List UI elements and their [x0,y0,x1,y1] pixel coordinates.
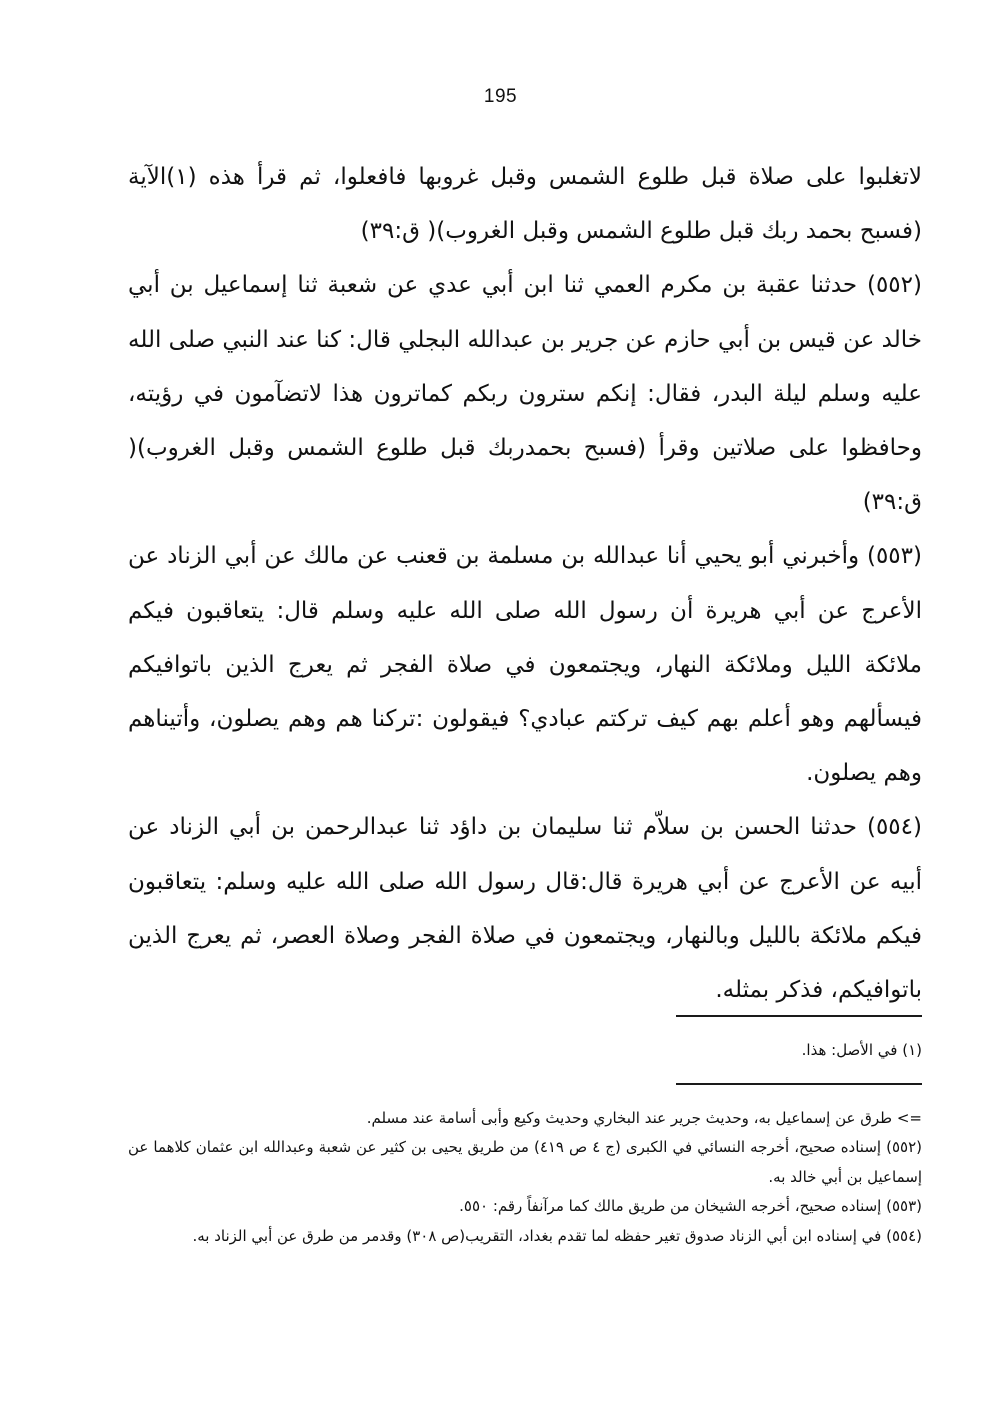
footnote-553: (٥٥٣) إسناده صحيح، أخرجه الشيخان من طريق مالك كما مرآنفاً رقم: ٥٥٠. [459,1197,922,1216]
paragraph-552: (٥٥٢) حدثنا عقبة بن مكرم العمي ثنا ابن أبي عدي عن شعبة ثنا إسماعيل بن أبي خالد عن قيس بن أبي حازم عن جرير بن عبدالله البجلي قال: كنا عند النبي صلى الله عليه وسلم ليلة البدر، فقال: إنكم سترون ربكم كماترون هذا لاتضآمون في رؤيته، وحافظوا على صلاتين وقرأ (فسبح بحمدربك قبل طلوع الشمس وقبل الغروب)( ق:٣٩) [128,272,922,516]
paragraph-553: (٥٥٣) وأخبرني أبو يحيي أنا عبدالله بن مسلمة بن قعنب عن مالك عن أبي الزناد عن الأعرج عن أبي هريرة أن رسول الله صلى الله عليه وسلم قال: يتعاقبون فيكم ملائكة الليل وملائكة النهار، ويجتمعون في صلاة الفجر ثم يعرج الذين باتوافيكم فيسألهم وهو أعلم بهم كيف تركتم عبادي؟ فيقولون :تركنا هم وهم يصلون، وأتيناهم وهم يصلون. [128,543,922,787]
main-text [128,150,922,1017]
footnote-continuation: => طرق عن إسماعيل به، وحديث جرير عند البخاري وحديث وكيع وأبى أسامة عند مسلم. [366,1109,922,1127]
margin-note: (١) في الأصل: هذا. [801,1041,922,1059]
footnote-554: (٥٥٤) في إسناده ابن أبي الزناد صدوق تغير حفظه لما تقدم بغداد، التقريب(ص ٣٠٨) وقدمر من طرق عن أبي الزناد به. [192,1226,922,1245]
paragraph-554: (٥٥٤) حدثنا الحسن بن سلاّم ثنا سليمان بن داؤد ثنا عبدالرحمن بن أبي الزناد عن أبيه عن الأعرج عن أبي هريرة قال:قال رسول الله صلى الله عليه وسلم: يتعاقبون فيكم ملائكة بالليل وبالنهار، ويجتمعون في صلاة الفجر وصلاة العصر، ثم يعرج الذين باتوافيكم، فذكر بمثله. [128,814,922,1004]
page-number: 195 [483,86,518,107]
footnote-separator-top [676,1015,922,1017]
footnote-separator-bottom [676,1083,922,1085]
paragraph-intro: لاتغلبوا على صلاة قبل طلوع الشمس وقبل غروبها فافعلوا، ثم قرأ هذه (١)الآية (فسبح بحمد ربك قبل طلوع الشمس وقبل الغروب)( ق:٣٩) [128,164,922,245]
footnotes [128,1104,922,1251]
footnote-552: (٥٥٢) إسناده صحيح، أخرجه النسائي في الكبرى (ج ٤ ص ٤١٩) من طريق يحيى بن كثير عن شعبة وعبدالله ابن عثمان كلاهما عن إسماعيل بن أبي خالد به. [128,1138,922,1186]
